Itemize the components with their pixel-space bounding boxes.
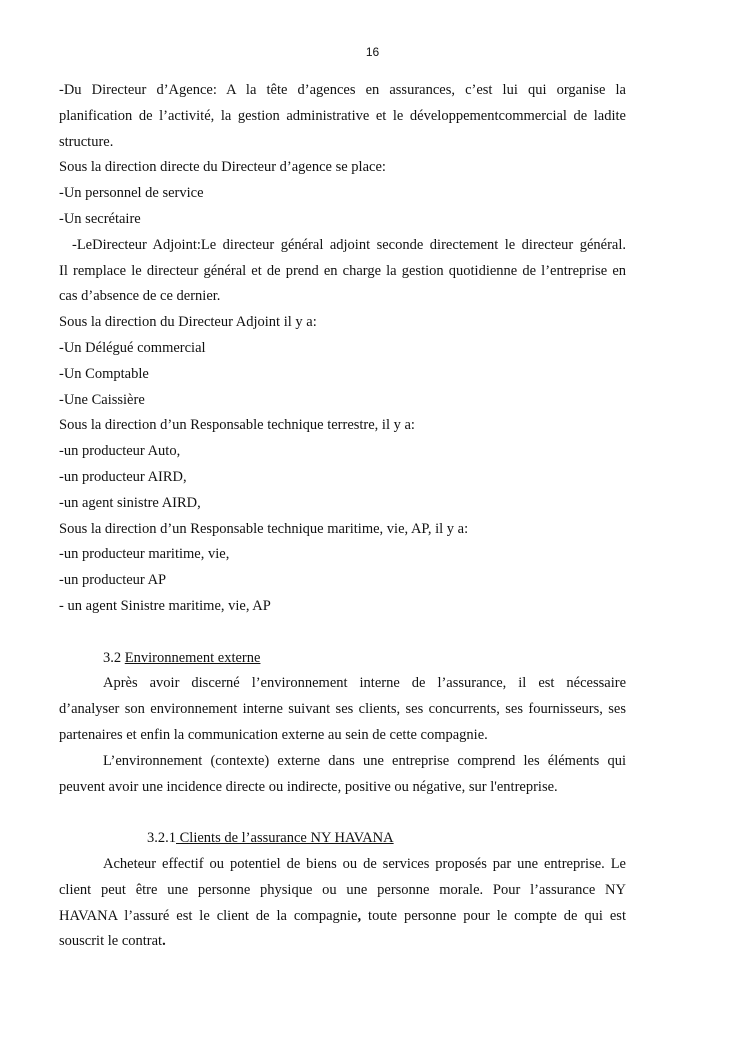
list-item: -Un Comptable xyxy=(59,365,149,382)
list-item: -un agent sinistre AIRD, xyxy=(59,494,201,511)
list-item: -un producteur AP xyxy=(59,572,167,589)
spacer xyxy=(59,620,626,646)
text-line: peuvent avoir une incidence directe ou indirecte, positive ou négative, sur l'entreprise. xyxy=(59,778,558,795)
text-line: -Du Directeur d’Agence: A la tête d’agences en assurances, c’est lui qui organise la xyxy=(59,82,626,98)
page-content xyxy=(59,78,626,955)
section-heading-3-2 xyxy=(59,646,626,672)
text-run: souscrit le contrat xyxy=(59,933,163,950)
text-line: Il remplace le directeur général et de prend en charge la gestion quotidienne de l’entreprise en xyxy=(59,262,626,279)
text-line: -LeDirecteur Adjoint:Le directeur général adjoint seconde directement le directeur général. xyxy=(72,236,626,253)
text-line: Sous la direction d’un Responsable technique maritime, vie, AP, il y a: xyxy=(59,520,469,537)
list-item: -un producteur AIRD, xyxy=(59,468,187,485)
section-title: Clients de l’assurance NY HAVANA xyxy=(176,830,394,847)
section-number: 3.2 xyxy=(103,649,125,666)
text-line: Acheteur effectif ou potentiel de biens ou de services proposés par une entreprise. Le xyxy=(103,855,626,872)
text-line: Après avoir discerné l’environnement interne de l’assurance, il est nécessaire xyxy=(103,675,626,692)
text-line: cas d’absence de ce dernier. xyxy=(59,288,221,305)
text-line: partenaires et enfin la communication externe au sein de cette compagnie. xyxy=(59,726,488,743)
text-line xyxy=(59,904,626,930)
list-item: - un agent Sinistre maritime, vie, AP xyxy=(59,597,271,614)
bold-comma: , xyxy=(357,907,362,924)
text-line: L’environnement (contexte) externe dans une entreprise comprend les éléments qui xyxy=(103,752,626,769)
list-item: -Un Délégué commercial xyxy=(59,339,206,356)
text-line xyxy=(59,929,626,955)
spacer xyxy=(59,800,626,826)
text-run: HAVANA l’assuré est le client de la compagnie xyxy=(59,907,358,924)
text-line: structure. xyxy=(59,133,114,150)
text-line: Sous la direction du Directeur Adjoint il y a: xyxy=(59,314,317,331)
section-number: 3.2.1 xyxy=(147,830,176,847)
bold-period: . xyxy=(162,933,166,950)
text-line: Sous la direction d’un Responsable technique terrestre, il y a: xyxy=(59,417,415,434)
text-line: planification de l’activité, la gestion administrative et le développementcommercial de ladite xyxy=(59,107,626,124)
text-line: Sous la direction directe du Directeur d’agence se place: xyxy=(59,159,386,176)
page-number: 16 xyxy=(365,45,380,59)
section-title: Environnement externe xyxy=(124,649,261,666)
list-item: -un producteur maritime, vie, xyxy=(59,546,230,563)
text-run: toute personne pour le compte de qui est xyxy=(361,907,626,924)
section-heading-3-2-1 xyxy=(59,826,626,852)
text-line: d’analyser son environnement interne suivant ses clients, ses concurrents, ses fournisseurs, ses xyxy=(59,701,626,718)
text-line: client peut être une personne physique ou une personne morale. Pour l’assurance NY xyxy=(59,881,626,898)
list-item: -un producteur Auto, xyxy=(59,443,181,460)
list-item: -Un secrétaire xyxy=(59,210,141,227)
list-item: -Un personnel de service xyxy=(59,185,204,202)
list-item: -Une Caissière xyxy=(59,391,145,408)
